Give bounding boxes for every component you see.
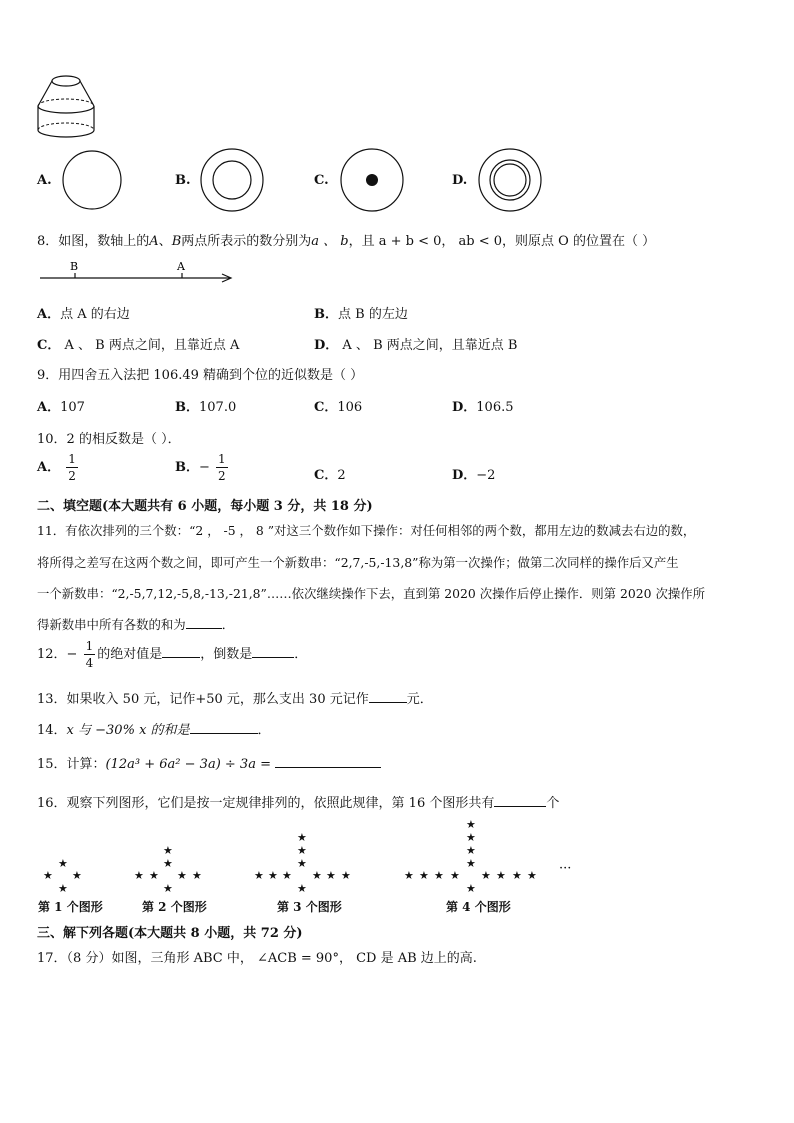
fraction: $\frac{1}{4}$ bbox=[85, 639, 94, 670]
caption-figure-3: 第 3 个图形 bbox=[277, 900, 342, 914]
q16-answer-blank[interactable] bbox=[494, 794, 546, 807]
q7-option-b-figure bbox=[198, 148, 266, 212]
q11-answer-blank[interactable] bbox=[186, 616, 222, 629]
pattern-ellipsis: ··· bbox=[559, 861, 572, 876]
q7-option-c-label: C. bbox=[314, 173, 329, 188]
q10-option-a: A． $\frac{1}{2}$ bbox=[37, 452, 76, 483]
caption-figure-4: 第 4 个图形 bbox=[446, 900, 511, 914]
q9-option-c: C．106 bbox=[314, 400, 363, 415]
section-2-heading: 二、填空题(本大题共有 6 小题，每小题 3 分，共 18 分) bbox=[37, 499, 373, 514]
q9-option-a: A．107 bbox=[37, 400, 85, 415]
q13-answer-blank[interactable] bbox=[369, 690, 407, 703]
fraction: $\frac{1}{2}$ bbox=[68, 452, 76, 483]
number-line-label-a: A bbox=[177, 260, 185, 273]
q10-option-c: C．2 bbox=[314, 468, 346, 483]
q12-abs-blank[interactable] bbox=[162, 645, 200, 658]
number-line bbox=[38, 258, 238, 288]
fraction: $\frac{1}{2}$ bbox=[218, 452, 226, 483]
q17-stem: 17．（8 分）如图，三角形 ABC 中， ∠ACB = 90°， CD 是 AB 边上的高. bbox=[37, 951, 477, 966]
frustum-figure bbox=[34, 72, 98, 142]
q13: 13．如果收入 50 元，记作+50 元，那么支出 30 元记作 元． bbox=[37, 692, 433, 707]
q9-option-d: D．106.5 bbox=[452, 400, 514, 415]
q7-option-d-figure bbox=[476, 148, 544, 212]
q7-option-b-label: B. bbox=[175, 173, 191, 188]
q8-option-c: C． A 、 B 两点之间，且靠近点 A bbox=[37, 338, 240, 353]
q7-option-c-figure bbox=[338, 148, 406, 212]
q7-option-a-figure bbox=[60, 148, 124, 212]
q10-option-d: D．−2 bbox=[452, 468, 496, 483]
q14: 14．x 与 −30% x 的和是 ． bbox=[37, 723, 271, 738]
q15: 15．计算：(12a³ + 6a² − 3a) ÷ 3a = bbox=[37, 753, 381, 772]
caption-figure-1: 第 1 个图形 bbox=[38, 900, 103, 914]
q10-stem: 10．2 的相反数是（ ）． bbox=[37, 432, 181, 447]
q8-option-b: B．点 B 的左边 bbox=[314, 307, 408, 322]
q10-option-b: B．− $\frac{1}{2}$ bbox=[175, 452, 226, 483]
number-line-label-b: B bbox=[70, 260, 79, 273]
section-3-heading: 三、解下列各题(本大题共 8 小题，共 72 分) bbox=[37, 926, 303, 941]
q8-option-a: A．点 A 的右边 bbox=[37, 307, 130, 322]
q11-line-2: 将所得之差写在这两个数之间，即可产生一个新数串：“2,7,-5,-13,8”称为第一次操作；做第二次同样的操作后又产生 bbox=[37, 555, 679, 570]
q9-option-b: B．107.0 bbox=[175, 400, 237, 415]
q12: 12．− $\frac{1}{4}$ 的绝对值是 ，倒数是 ． bbox=[37, 639, 308, 670]
q11-line-4: 得新数串中所有各数的和为 ． bbox=[37, 617, 235, 632]
q8-stem: 8．如图，数轴上的A、B两点所表示的数分别为a 、 b，且 a + b < 0， ab < 0，则原点 O 的位置在（ ） bbox=[37, 234, 656, 249]
q9-stem: 9．用四舍五入法把 106.49 精确到个位的近似数是（ ） bbox=[37, 368, 364, 383]
q14-answer-blank[interactable] bbox=[190, 721, 258, 734]
q16-stem: 16．观察下列图形，它们是按一定规律排列的，依照此规律，第 16 个图形共有 个 bbox=[37, 796, 560, 811]
q7-option-d-label: D. bbox=[452, 173, 468, 188]
q8-option-d: D． A 、 B 两点之间，且靠近点 B bbox=[314, 338, 518, 353]
q12-reciprocal-blank[interactable] bbox=[252, 645, 294, 658]
q15-answer-blank[interactable] bbox=[275, 755, 381, 768]
caption-figure-2: 第 2 个图形 bbox=[142, 900, 207, 914]
q11-line-1: 11．有依次排列的三个数：“2 ， -5 ， 8 ”对这三个数作如下操作：对任何相邻的两个数，都用左边的数减去右边的数， bbox=[37, 523, 696, 538]
q7-option-a-label: A. bbox=[37, 173, 52, 188]
q11-line-3: 一个新数串：“2,-5,7,12,-5,8,-13,-21,8”……依次继续操作下去，直到第 2020 次操作后停止操作．则第 2020 次操作所 bbox=[37, 586, 706, 601]
